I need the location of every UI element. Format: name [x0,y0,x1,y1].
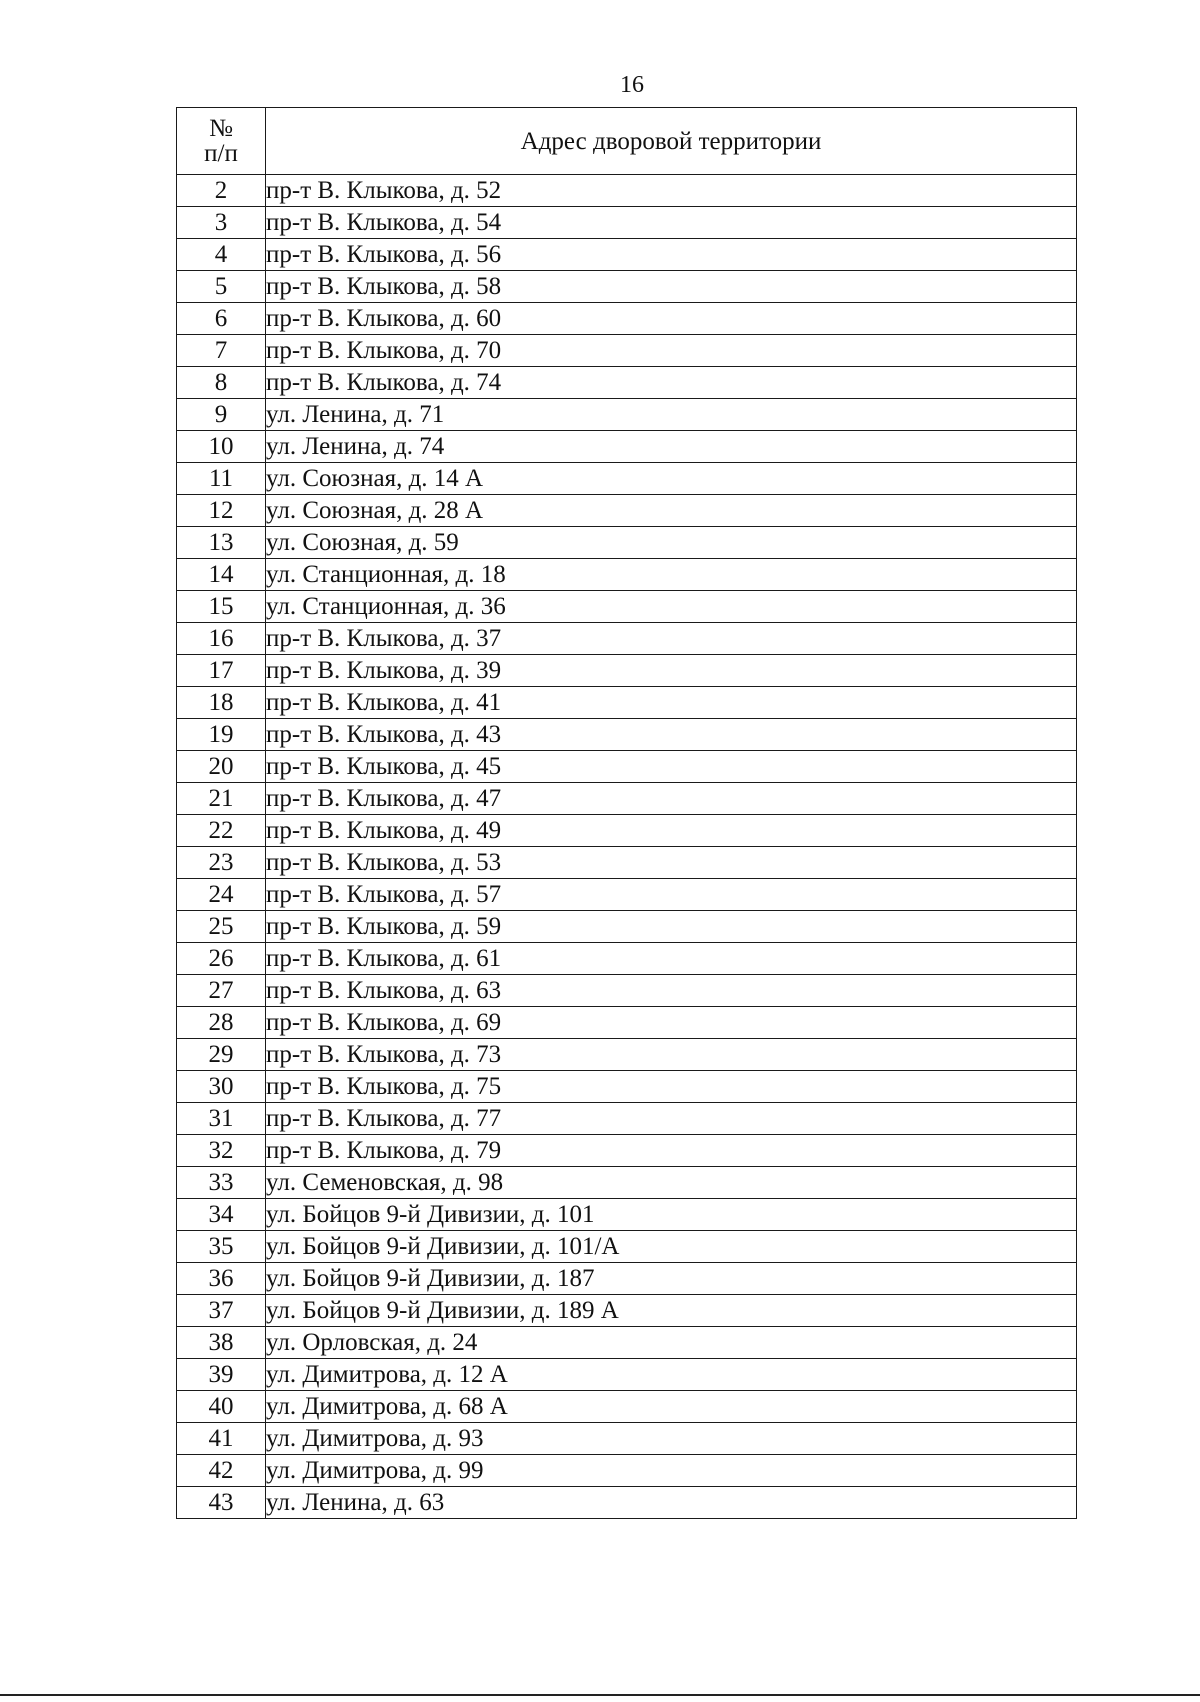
row-number: 36 [177,1263,266,1295]
table-row [177,943,1077,975]
row-number: 13 [177,527,266,559]
table-row [177,1071,1077,1103]
table-row [177,1423,1077,1455]
row-number: 26 [177,943,266,975]
row-address: ул. Союзная, д. 14 А [266,463,1077,495]
table-row [177,1103,1077,1135]
row-address: пр-т В. Клыкова, д. 61 [266,943,1077,975]
table-row [177,207,1077,239]
table-row [177,559,1077,591]
row-address: пр-т В. Клыкова, д. 54 [266,207,1077,239]
row-address: ул. Бойцов 9-й Дивизии, д. 101/А [266,1231,1077,1263]
column-header-address: Адрес дворовой территории [266,108,1077,175]
bottom-edge-line [0,1694,1200,1696]
row-address: пр-т В. Клыкова, д. 57 [266,879,1077,911]
row-address: пр-т В. Клыкова, д. 39 [266,655,1077,687]
row-number: 21 [177,783,266,815]
row-number: 34 [177,1199,266,1231]
row-number: 17 [177,655,266,687]
header-row [177,108,1077,175]
table-row [177,1295,1077,1327]
row-number: 18 [177,687,266,719]
row-address: пр-т В. Клыкова, д. 75 [266,1071,1077,1103]
row-number: 33 [177,1167,266,1199]
row-address: ул. Станционная, д. 18 [266,559,1077,591]
row-number: 41 [177,1423,266,1455]
row-address: ул. Орловская, д. 24 [266,1327,1077,1359]
table-row [177,655,1077,687]
table-row [177,271,1077,303]
row-number: 10 [177,431,266,463]
row-address: ул. Димитрова, д. 93 [266,1423,1077,1455]
row-address: ул. Димитрова, д. 68 А [266,1391,1077,1423]
row-address: пр-т В. Клыкова, д. 77 [266,1103,1077,1135]
table-row [177,1487,1077,1519]
row-number: 31 [177,1103,266,1135]
row-number: 43 [177,1487,266,1519]
row-number: 6 [177,303,266,335]
row-address: пр-т В. Клыкова, д. 70 [266,335,1077,367]
table-row [177,719,1077,751]
table-row [177,303,1077,335]
row-address: пр-т В. Клыкова, д. 69 [266,1007,1077,1039]
row-number: 27 [177,975,266,1007]
row-address: ул. Семеновская, д. 98 [266,1167,1077,1199]
table-row [177,1391,1077,1423]
row-address: пр-т В. Клыкова, д. 73 [266,1039,1077,1071]
table-row [177,751,1077,783]
table-row [177,687,1077,719]
row-address: пр-т В. Клыкова, д. 52 [266,175,1077,207]
row-number: 11 [177,463,266,495]
row-number: 16 [177,623,266,655]
table-body [177,175,1077,1519]
row-number: 39 [177,1359,266,1391]
row-address: пр-т В. Клыкова, д. 53 [266,847,1077,879]
row-number: 28 [177,1007,266,1039]
table-row [177,1359,1077,1391]
table-row [177,1167,1077,1199]
table-row [177,1199,1077,1231]
table-row [177,911,1077,943]
row-address: пр-т В. Клыкова, д. 59 [266,911,1077,943]
column-header-number [177,108,266,175]
row-number: 25 [177,911,266,943]
row-number: 40 [177,1391,266,1423]
row-address: пр-т В. Клыкова, д. 49 [266,815,1077,847]
row-address: пр-т В. Клыкова, д. 47 [266,783,1077,815]
table-row [177,1039,1077,1071]
row-number: 23 [177,847,266,879]
row-number: 29 [177,1039,266,1071]
row-address: пр-т В. Клыкова, д. 58 [266,271,1077,303]
table-row [177,239,1077,271]
row-number: 35 [177,1231,266,1263]
row-address: пр-т В. Клыкова, д. 60 [266,303,1077,335]
table-row [177,591,1077,623]
row-number: 38 [177,1327,266,1359]
header-number-symbol: № [209,115,233,142]
row-number: 32 [177,1135,266,1167]
row-number: 22 [177,815,266,847]
row-number: 30 [177,1071,266,1103]
table-row [177,335,1077,367]
header-number-abbrev: п/п [204,140,238,167]
table-row [177,879,1077,911]
row-address: ул. Ленина, д. 71 [266,399,1077,431]
table-row [177,847,1077,879]
table-row [177,463,1077,495]
row-number: 42 [177,1455,266,1487]
row-number: 2 [177,175,266,207]
row-address: ул. Бойцов 9-й Дивизии, д. 101 [266,1199,1077,1231]
row-number: 4 [177,239,266,271]
row-number: 8 [177,367,266,399]
table-row [177,1263,1077,1295]
table-row [177,783,1077,815]
table-row [177,495,1077,527]
row-address: пр-т В. Клыкова, д. 74 [266,367,1077,399]
table-row [177,1231,1077,1263]
address-table [176,107,1077,1519]
row-number: 20 [177,751,266,783]
row-address: ул. Бойцов 9-й Дивизии, д. 189 А [266,1295,1077,1327]
row-address: ул. Союзная, д. 59 [266,527,1077,559]
table-row [177,1007,1077,1039]
row-address: ул. Станционная, д. 36 [266,591,1077,623]
row-address: ул. Димитрова, д. 12 А [266,1359,1077,1391]
row-number: 15 [177,591,266,623]
row-number: 3 [177,207,266,239]
page-number: 16 [620,72,644,98]
row-number: 5 [177,271,266,303]
row-address: ул. Союзная, д. 28 А [266,495,1077,527]
row-number: 24 [177,879,266,911]
row-number: 19 [177,719,266,751]
table-row [177,623,1077,655]
row-address: ул. Ленина, д. 74 [266,431,1077,463]
row-number: 7 [177,335,266,367]
table-row [177,527,1077,559]
table-row [177,399,1077,431]
table-header [177,108,1077,175]
row-number: 12 [177,495,266,527]
table-row [177,367,1077,399]
row-address: пр-т В. Клыкова, д. 37 [266,623,1077,655]
row-number: 14 [177,559,266,591]
table-row [177,431,1077,463]
table-row [177,815,1077,847]
row-address: пр-т В. Клыкова, д. 63 [266,975,1077,1007]
row-address: пр-т В. Клыкова, д. 45 [266,751,1077,783]
row-address: пр-т В. Клыкова, д. 41 [266,687,1077,719]
table-row [177,175,1077,207]
table-row [177,1135,1077,1167]
table-row [177,1455,1077,1487]
table-row [177,1327,1077,1359]
row-address: ул. Димитрова, д. 99 [266,1455,1077,1487]
row-number: 9 [177,399,266,431]
row-address: ул. Бойцов 9-й Дивизии, д. 187 [266,1263,1077,1295]
row-address: ул. Ленина, д. 63 [266,1487,1077,1519]
row-address: пр-т В. Клыкова, д. 56 [266,239,1077,271]
row-address: пр-т В. Клыкова, д. 43 [266,719,1077,751]
table-row [177,975,1077,1007]
row-number: 37 [177,1295,266,1327]
row-address: пр-т В. Клыкова, д. 79 [266,1135,1077,1167]
